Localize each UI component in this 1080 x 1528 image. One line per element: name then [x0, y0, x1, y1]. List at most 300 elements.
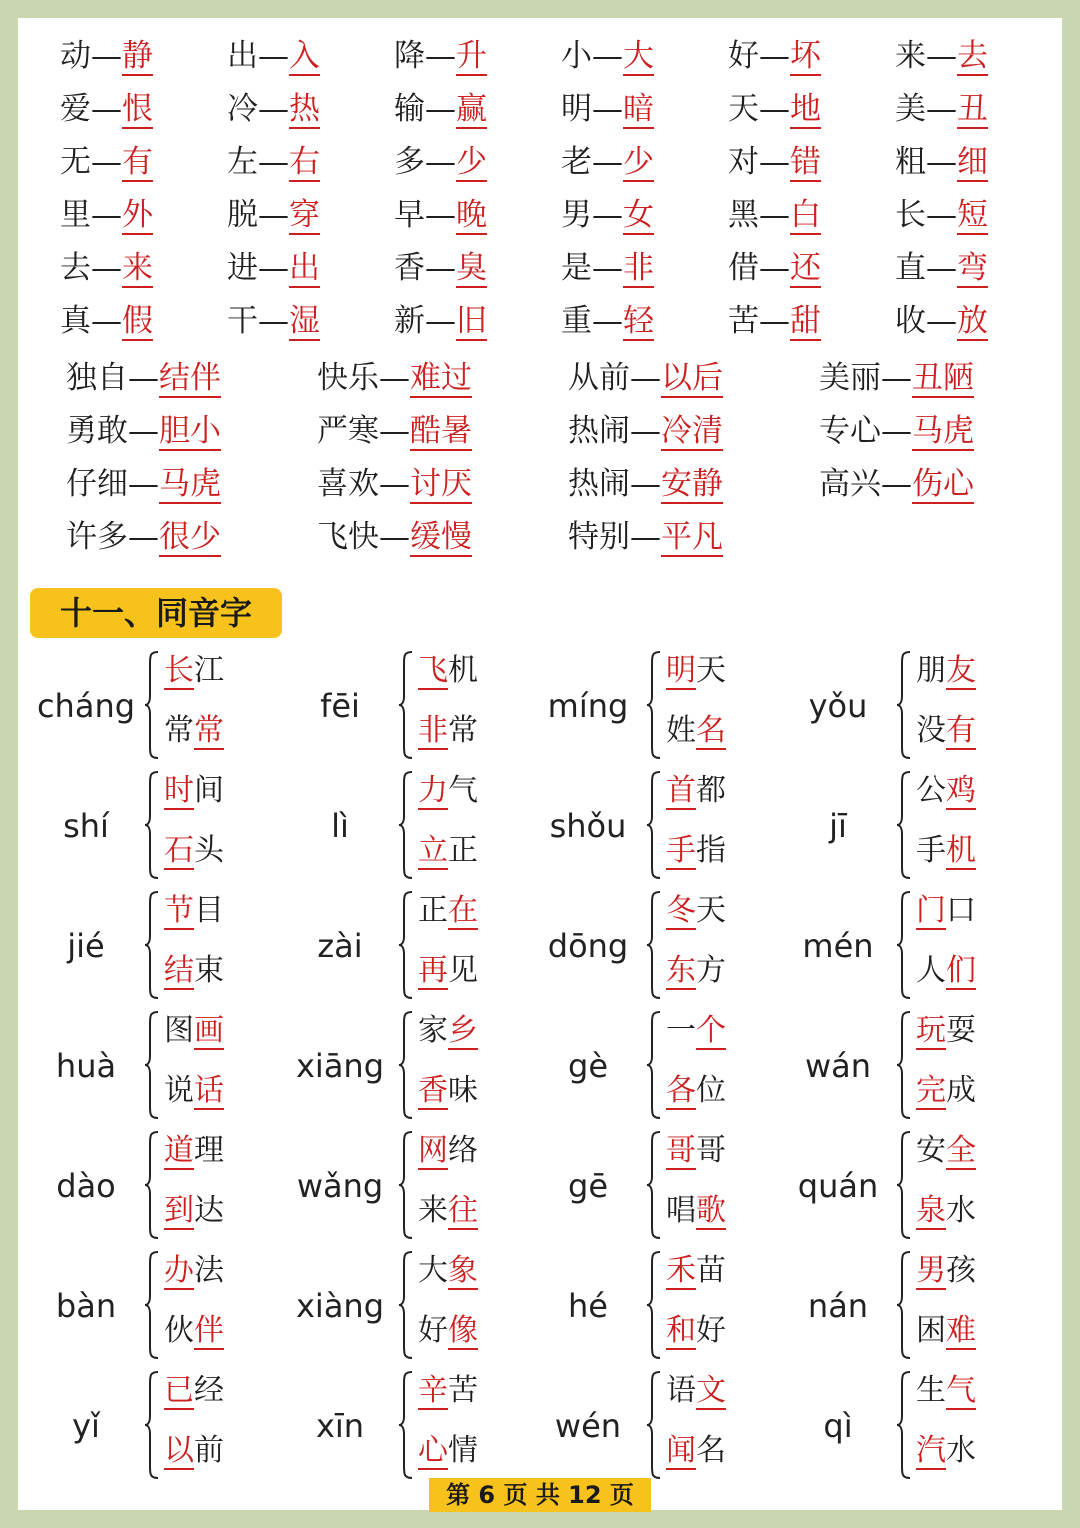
- dash-separator: —: [759, 303, 790, 339]
- homophone-group: [778, 1006, 1028, 1122]
- homophone-word: [916, 652, 976, 690]
- homophone-char: 孩: [946, 1253, 976, 1288]
- homophone-char-highlight: 东: [666, 953, 696, 988]
- homophone-char-highlight: 泉: [916, 1193, 946, 1228]
- antonym-answer: 晚: [456, 197, 487, 233]
- word: 出: [227, 38, 258, 74]
- dash-separator: —: [128, 413, 159, 449]
- homophone-word: [916, 1372, 976, 1410]
- homophone-char: 目: [194, 893, 224, 928]
- homophone-char-highlight: 明: [666, 653, 696, 688]
- antonym-answer: 安静: [661, 466, 723, 502]
- homophone-char: 指: [696, 833, 726, 868]
- homophone-char: 见: [448, 953, 478, 988]
- homophone-char: 图: [164, 1013, 194, 1048]
- homophone-char: 常: [448, 713, 478, 748]
- homophone-word: [418, 1132, 478, 1170]
- word: 里: [60, 197, 91, 233]
- antonym-answer: 马虎: [912, 413, 974, 449]
- antonym-pair: [895, 195, 988, 235]
- homophone-char: 朋: [916, 653, 946, 688]
- homophone-char: 来: [418, 1193, 448, 1228]
- homophone-char-highlight: 非: [418, 713, 448, 748]
- homophone-word: [666, 1132, 726, 1170]
- homophone-word: [164, 952, 224, 990]
- homophone-group: [778, 886, 1028, 1002]
- antonym-pair: [394, 142, 487, 182]
- homophone-char-highlight: 们: [946, 953, 976, 988]
- dash-separator: —: [759, 250, 790, 286]
- homophone-word: [916, 712, 976, 750]
- pinyin-label: qì: [823, 1407, 853, 1445]
- homophone-char-highlight: 结: [164, 953, 194, 988]
- brace-icon: [646, 890, 664, 1000]
- homophone-group: [280, 1366, 530, 1482]
- homophone-word: [666, 1372, 726, 1410]
- pinyin-label: huà: [55, 1047, 117, 1085]
- antonym-answer: 难过: [410, 360, 472, 396]
- dash-separator: —: [592, 144, 623, 180]
- homophone-char: 手: [916, 833, 946, 868]
- dash-separator: —: [592, 303, 623, 339]
- homophone-char: 正: [418, 893, 448, 928]
- antonym-answer: 外: [122, 197, 153, 233]
- homophone-char-highlight: 在: [448, 893, 478, 928]
- homophone-group: [528, 1366, 778, 1482]
- antonym-pair: [568, 517, 723, 557]
- homophone-word: [916, 1012, 976, 1050]
- homophone-word: [418, 1372, 478, 1410]
- homophone-char: 公: [916, 773, 946, 808]
- homophone-group: [280, 1006, 530, 1122]
- antonym-pair: [317, 411, 472, 451]
- antonym-pair: [227, 142, 320, 182]
- homophone-char-highlight: 网: [418, 1133, 448, 1168]
- dash-separator: —: [379, 519, 410, 555]
- homophone-char-highlight: 难: [946, 1313, 976, 1348]
- homophone-char-highlight: 个: [696, 1013, 726, 1048]
- dash-separator: —: [128, 519, 159, 555]
- homophone-char: 成: [946, 1073, 976, 1108]
- pinyin-label: fēi: [320, 687, 360, 725]
- word: 从前: [568, 360, 630, 396]
- dash-separator: —: [425, 144, 456, 180]
- word: 苦: [728, 303, 759, 339]
- brace-icon: [144, 1010, 162, 1120]
- antonym-answer: 短: [957, 197, 988, 233]
- homophone-word: [666, 1192, 726, 1230]
- dash-separator: —: [759, 144, 790, 180]
- antonym-pair: [60, 36, 153, 76]
- homophone-char: 束: [194, 953, 224, 988]
- word: 老: [561, 144, 592, 180]
- homophone-char: 头: [194, 833, 224, 868]
- antonym-pair: [568, 464, 723, 504]
- antonym-answer: 丑: [957, 91, 988, 127]
- word: 许多: [66, 519, 128, 555]
- pinyin-label: lì: [331, 807, 349, 845]
- antonym-answer: 冷清: [661, 413, 723, 449]
- homophone-word: [916, 1312, 976, 1350]
- homophone-char-highlight: 立: [418, 833, 448, 868]
- homophone-char: 气: [448, 773, 478, 808]
- antonym-pair: [561, 89, 654, 129]
- dash-separator: —: [592, 197, 623, 233]
- homophone-group: [26, 1366, 276, 1482]
- homophone-char-highlight: 时: [164, 773, 194, 808]
- homophone-group: [528, 646, 778, 762]
- homophone-char-highlight: 以: [164, 1433, 194, 1468]
- homophone-char: 天: [696, 653, 726, 688]
- homophone-char-highlight: 机: [946, 833, 976, 868]
- dash-separator: —: [258, 197, 289, 233]
- homophone-char-highlight: 首: [666, 773, 696, 808]
- word: 长: [895, 197, 926, 233]
- pinyin-label: yǒu: [808, 687, 868, 725]
- pinyin-label: gē: [568, 1167, 608, 1205]
- brace-icon: [398, 1370, 416, 1480]
- pinyin-label: xiāng: [295, 1047, 385, 1085]
- homophone-char-highlight: 像: [448, 1313, 478, 1348]
- dash-separator: —: [592, 250, 623, 286]
- pinyin-label: mén: [802, 927, 874, 965]
- antonym-answer: 丑陋: [912, 360, 974, 396]
- brace-icon: [398, 1130, 416, 1240]
- pinyin-label: xiàng: [295, 1287, 385, 1325]
- word: 真: [60, 303, 91, 339]
- homophone-group: [778, 1126, 1028, 1242]
- antonym-answer: 静: [122, 38, 153, 74]
- word: 明: [561, 91, 592, 127]
- dash-separator: —: [91, 144, 122, 180]
- homophone-word: [418, 832, 478, 870]
- brace-icon: [896, 1010, 914, 1120]
- homophone-char-highlight: 往: [448, 1193, 478, 1228]
- homophone-char-highlight: 男: [916, 1253, 946, 1288]
- antonym-pair: [227, 36, 320, 76]
- antonym-answer: 地: [790, 91, 821, 127]
- dash-separator: —: [881, 360, 912, 396]
- antonym-pair: [66, 464, 221, 504]
- antonym-answer: 轻: [623, 303, 654, 339]
- homophone-word: [418, 892, 478, 930]
- brace-icon: [144, 650, 162, 760]
- homophone-char-highlight: 到: [164, 1193, 194, 1228]
- brace-icon: [144, 1130, 162, 1240]
- homophone-char-highlight: 歌: [696, 1193, 726, 1228]
- homophone-group: [26, 1006, 276, 1122]
- brace-icon: [896, 1250, 914, 1360]
- word: 美: [895, 91, 926, 127]
- antonym-pair: [568, 411, 723, 451]
- dash-separator: —: [91, 38, 122, 74]
- pinyin-label: shǒu: [549, 807, 627, 845]
- antonym-pair: [895, 142, 988, 182]
- word: 直: [895, 250, 926, 286]
- pinyin-label: wén: [554, 1407, 622, 1445]
- antonym-answer: 入: [289, 38, 320, 74]
- antonym-pair: [60, 301, 153, 341]
- homophone-char: 位: [696, 1073, 726, 1108]
- homophone-char: 法: [194, 1253, 224, 1288]
- antonym-pair: [561, 142, 654, 182]
- antonym-pair: [66, 411, 221, 451]
- homophone-word: [916, 1132, 976, 1170]
- homophone-char: 哥: [696, 1133, 726, 1168]
- homophone-char-highlight: 乡: [448, 1013, 478, 1048]
- homophone-char-highlight: 象: [448, 1253, 478, 1288]
- homophone-char-highlight: 已: [164, 1373, 194, 1408]
- homophone-group: [26, 1246, 276, 1362]
- homophone-char-highlight: 全: [946, 1133, 976, 1168]
- homophone-word: [164, 1252, 224, 1290]
- homophone-char: 姓: [666, 713, 696, 748]
- homophone-char-highlight: 有: [946, 713, 976, 748]
- dash-separator: —: [258, 144, 289, 180]
- homophone-char-highlight: 手: [666, 833, 696, 868]
- homophone-word: [666, 772, 726, 810]
- homophone-word: [916, 1072, 976, 1110]
- homophone-group: [778, 766, 1028, 882]
- homophone-char-highlight: 玩: [916, 1013, 946, 1048]
- word: 降: [394, 38, 425, 74]
- antonym-answer: 细: [957, 144, 988, 180]
- homophone-char-highlight: 友: [946, 653, 976, 688]
- brace-icon: [144, 890, 162, 1000]
- dash-separator: —: [926, 91, 957, 127]
- homophone-char: 机: [448, 653, 478, 688]
- pinyin-label: míng: [547, 687, 629, 725]
- antonym-pair: [568, 358, 723, 398]
- homophone-char: 好: [418, 1313, 448, 1348]
- homophone-char-highlight: 话: [194, 1073, 224, 1108]
- antonym-pair: [394, 301, 487, 341]
- word: 收: [895, 303, 926, 339]
- homophone-char: 达: [194, 1193, 224, 1228]
- dash-separator: —: [630, 466, 661, 502]
- homophone-char: 前: [194, 1433, 224, 1468]
- homophone-word: [666, 652, 726, 690]
- homophone-char-highlight: 石: [164, 833, 194, 868]
- antonym-answer: 讨厌: [410, 466, 472, 502]
- dash-separator: —: [91, 91, 122, 127]
- dash-separator: —: [592, 91, 623, 127]
- brace-icon: [398, 1250, 416, 1360]
- antonym-answer: 湿: [289, 303, 320, 339]
- dash-separator: —: [425, 197, 456, 233]
- dash-separator: —: [379, 466, 410, 502]
- dash-separator: —: [258, 250, 289, 286]
- homophone-char-highlight: 汽: [916, 1433, 946, 1468]
- homophone-word: [164, 892, 224, 930]
- homophone-char-highlight: 和: [666, 1313, 696, 1348]
- dash-separator: —: [926, 250, 957, 286]
- homophone-word: [666, 1432, 726, 1470]
- word: 早: [394, 197, 425, 233]
- homophone-group: [528, 1006, 778, 1122]
- brace-icon: [646, 1010, 664, 1120]
- word: 对: [728, 144, 759, 180]
- homophone-char: 困: [916, 1313, 946, 1348]
- homophone-char: 理: [194, 1133, 224, 1168]
- homophone-word: [164, 712, 224, 750]
- antonym-pair: [728, 248, 821, 288]
- antonym-pair: [895, 248, 988, 288]
- word: 高兴: [819, 466, 881, 502]
- homophone-char: 江: [194, 653, 224, 688]
- homophone-group: [280, 766, 530, 882]
- homophone-char-highlight: 香: [418, 1073, 448, 1108]
- pinyin-label: dào: [56, 1167, 116, 1205]
- homophone-group: [778, 1246, 1028, 1362]
- word: 输: [394, 91, 425, 127]
- homophone-word: [916, 1252, 976, 1290]
- homophone-char-highlight: 再: [418, 953, 448, 988]
- antonym-answer: 少: [456, 144, 487, 180]
- homophone-group: [280, 1126, 530, 1242]
- antonym-pair: [728, 195, 821, 235]
- homophone-word: [418, 1252, 478, 1290]
- homophone-word: [418, 1192, 478, 1230]
- antonym-pair: [60, 248, 153, 288]
- antonym-pair: [317, 464, 472, 504]
- dash-separator: —: [425, 303, 456, 339]
- homophone-group: [778, 646, 1028, 762]
- homophone-word: [666, 1312, 726, 1350]
- pinyin-label: quán: [797, 1167, 879, 1205]
- dash-separator: —: [630, 519, 661, 555]
- homophone-char-highlight: 气: [946, 1373, 976, 1408]
- pinyin-label: wǎng: [296, 1167, 384, 1205]
- homophone-word: [666, 1072, 726, 1110]
- pinyin-label: wán: [804, 1047, 872, 1085]
- homophone-group: [26, 766, 276, 882]
- antonym-answer: 结伴: [159, 360, 221, 396]
- antonym-answer: 旧: [456, 303, 487, 339]
- pinyin-label: zài: [317, 927, 363, 965]
- homophone-char: 络: [448, 1133, 478, 1168]
- antonym-answer: 升: [456, 38, 487, 74]
- homophone-char-highlight: 名: [696, 713, 726, 748]
- word: 干: [227, 303, 258, 339]
- antonym-answer: 右: [289, 144, 320, 180]
- word: 冷: [227, 91, 258, 127]
- homophone-char: 伙: [164, 1313, 194, 1348]
- antonym-answer: 穿: [289, 197, 320, 233]
- pinyin-label: dōng: [547, 927, 629, 965]
- pinyin-label: bàn: [55, 1287, 117, 1325]
- dash-separator: —: [258, 38, 289, 74]
- homophone-char-highlight: 冬: [666, 893, 696, 928]
- homophone-char: 苗: [696, 1253, 726, 1288]
- pinyin-label: hé: [568, 1287, 608, 1325]
- homophone-char: 都: [696, 773, 726, 808]
- homophone-word: [418, 712, 478, 750]
- pinyin-label: jī: [829, 807, 847, 845]
- antonym-pair: [819, 464, 974, 504]
- homophone-char: 家: [418, 1013, 448, 1048]
- antonym-answer: 缓慢: [410, 519, 472, 555]
- brace-icon: [646, 650, 664, 760]
- homophone-char: 方: [696, 953, 726, 988]
- word: 热闹: [568, 466, 630, 502]
- antonym-answer: 坏: [790, 38, 821, 74]
- homophone-word: [164, 1312, 224, 1350]
- homophone-group: [778, 1366, 1028, 1482]
- homophone-word: [916, 892, 976, 930]
- antonym-answer: 很少: [159, 519, 221, 555]
- brace-icon: [646, 1370, 664, 1480]
- homophone-char-highlight: 飞: [418, 653, 448, 688]
- antonym-answer: 大: [623, 38, 654, 74]
- homophone-word: [164, 1372, 224, 1410]
- word: 严寒: [317, 413, 379, 449]
- antonym-pair: [394, 248, 487, 288]
- homophone-char: 人: [916, 953, 946, 988]
- homophone-word: [164, 832, 224, 870]
- dash-separator: —: [759, 197, 790, 233]
- word: 重: [561, 303, 592, 339]
- antonym-pair: [66, 517, 221, 557]
- antonym-answer: 错: [790, 144, 821, 180]
- antonym-answer: 热: [289, 91, 320, 127]
- antonym-pair: [728, 142, 821, 182]
- word: 去: [60, 250, 91, 286]
- word: 无: [60, 144, 91, 180]
- antonym-answer: 胆小: [159, 413, 221, 449]
- dash-separator: —: [926, 303, 957, 339]
- dash-separator: —: [881, 413, 912, 449]
- brace-icon: [398, 890, 416, 1000]
- antonym-answer: 马虎: [159, 466, 221, 502]
- word: 独自: [66, 360, 128, 396]
- homophone-word: [164, 1132, 224, 1170]
- antonym-pair: [60, 195, 153, 235]
- word: 仔细: [66, 466, 128, 502]
- dash-separator: —: [91, 250, 122, 286]
- dash-separator: —: [630, 360, 661, 396]
- brace-icon: [646, 1250, 664, 1360]
- antonym-answer: 去: [957, 38, 988, 74]
- antonym-answer: 还: [790, 250, 821, 286]
- homophone-char-highlight: 闻: [666, 1433, 696, 1468]
- homophone-group: [26, 1126, 276, 1242]
- homophone-char: 耍: [946, 1013, 976, 1048]
- homophone-group: [528, 886, 778, 1002]
- homophone-char: 说: [164, 1073, 194, 1108]
- homophone-char-highlight: 力: [418, 773, 448, 808]
- section-title: 十一、同音字: [30, 588, 282, 638]
- pinyin-label: jié: [67, 927, 105, 965]
- word: 粗: [895, 144, 926, 180]
- homophone-char-highlight: 常: [194, 713, 224, 748]
- word: 美丽: [819, 360, 881, 396]
- word: 热闹: [568, 413, 630, 449]
- antonym-answer: 白: [790, 197, 821, 233]
- homophone-char: 一: [666, 1013, 696, 1048]
- homophone-char: 正: [448, 833, 478, 868]
- word: 特别: [568, 519, 630, 555]
- word: 新: [394, 303, 425, 339]
- brace-icon: [896, 1370, 914, 1480]
- word: 快乐: [317, 360, 379, 396]
- dash-separator: —: [926, 144, 957, 180]
- dash-separator: —: [926, 197, 957, 233]
- antonym-answer: 恨: [122, 91, 153, 127]
- homophone-char: 水: [946, 1433, 976, 1468]
- homophone-char: 语: [666, 1373, 696, 1408]
- word: 天: [728, 91, 759, 127]
